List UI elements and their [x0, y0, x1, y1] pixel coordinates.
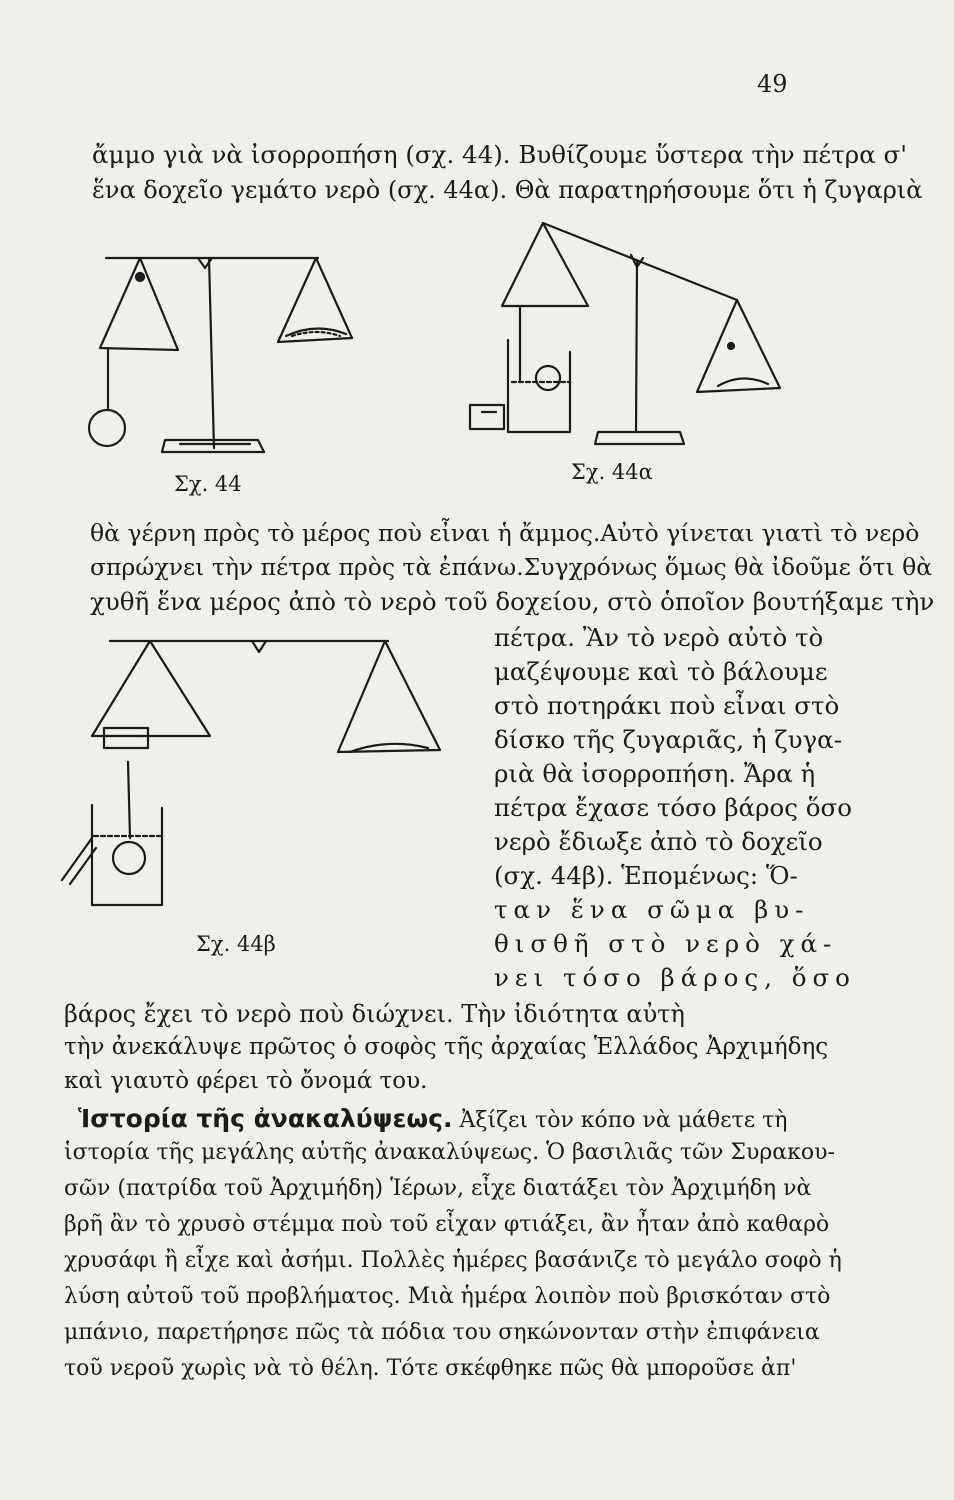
fig44b-left-pan: [92, 641, 210, 736]
fig44b-glass: [104, 728, 148, 748]
text-line: τὴν ἀνεκάλυψε πρῶτος ὁ σοφὸς τῆς ἀρχαίας Ἑλλάδος Ἀρχιμήδης: [64, 1034, 829, 1060]
figure-44b-balance-with-glass: [62, 641, 440, 905]
fig44a-base: [595, 432, 684, 444]
text-line: σῶν (πατρίδα τοῦ Ἀρχιμήδη) Ἱέρων, εἶχε διατάξει τὸν Ἀρχιμήδη νὰ: [64, 1176, 812, 1201]
text-line: θὰ γέρνη πρὸς τὸ μέρος ποὺ εἶναι ἡ ἄμμος.Αὐτὸ γίνεται γιατὶ τὸ νερὸ: [90, 519, 920, 547]
page-number: 49: [757, 70, 788, 98]
fig44-stone: [89, 410, 125, 446]
figure-44-balance-scale: [89, 258, 352, 452]
text-line: βρῆ ἂν τὸ χρυσὸ στέμμα ποὺ τοῦ εἶχαν φτιάξει, ἂν ἦταν ἀπὸ καθαρὸ: [64, 1212, 830, 1237]
text-line-spaced: ταν ἕνα σῶμα βυ-: [494, 895, 810, 924]
fig44b-container: [92, 805, 162, 905]
text-line: καὶ γιαυτὸ φέρει τὸ ὄνομά του.: [64, 1068, 428, 1094]
fig44-hook: [136, 273, 144, 281]
caption-fig44: Σχ. 44: [174, 472, 242, 496]
text-line: ἄμμο γιὰ νὰ ἰσορροπήση (σχ. 44). Βυθίζουμε ὕστερα τὴν πέτρα σ': [92, 140, 907, 169]
history-first-line-rest: Ἀξίζει τὸν κόπο νὰ μάθετε τὴ: [459, 1108, 788, 1133]
text-line: ἱστορία τῆς μεγάλης αὐτῆς ἀνακαλύψεως. Ὁ βασιλιᾶς τῶν Συρακου-: [64, 1140, 835, 1165]
caption-fig44b: Σχ. 44β: [196, 932, 276, 956]
text-line-spaced: νει τόσο βάρος, ὅσο: [494, 963, 856, 992]
fig44b-string: [128, 762, 130, 838]
text-line: πέτρα ἔχασε τόσο βάρος ὅσο: [494, 793, 852, 822]
fig44-left-pan: [100, 258, 178, 350]
fig44b-stone: [113, 842, 145, 874]
fig44a-post: [636, 262, 637, 432]
text-line: ριὰ θὰ ἰσορροπήση. Ἄρα ἡ: [494, 759, 816, 788]
caption-fig44a: Σχ. 44α: [571, 460, 653, 484]
fig44a-sand: [718, 378, 768, 386]
fig44a-stone: [536, 366, 560, 390]
fig44b-right-pan: [338, 641, 440, 752]
text-line: τοῦ νεροῦ χωρὶς νὰ τὸ θέλη. Τότε σκέφθηκε πῶς θὰ μποροῦσε ἀπ': [64, 1356, 797, 1381]
text-line: μαζέψουμε καὶ τὸ βάλουμε: [494, 657, 828, 686]
history-first-line: [78, 1106, 787, 1132]
text-line-spaced: θισθῆ στὸ νερὸ χά-: [494, 929, 838, 958]
text-line: βάρος ἔχει τὸ νερὸ ποὺ διώχνει. Τὴν ἰδιότητα αὐτὴ: [64, 1000, 685, 1028]
text-line: (σχ. 44β). Ἑπομένως: Ὅ-: [494, 861, 798, 890]
text-line: νερὸ ἔδιωξε ἀπὸ τὸ δοχεῖο: [494, 827, 823, 856]
text-line: σπρώχνει τὴν πέτρα πρὸς τὰ ἐπάνω.Συγχρόνως ὅμως θὰ ἰδοῦμε ὅτι θὰ: [90, 553, 933, 581]
fig44b-pivot: [252, 641, 266, 652]
text-line: χυθῆ ἕνα μέρος ἀπὸ τὸ νερὸ τοῦ δοχείου, στὸ ὁποῖον βουτήξαμε τὴν: [90, 587, 935, 616]
text-line: πέτρα. Ἂν τὸ νερὸ αὐτὸ τὸ: [494, 623, 824, 652]
figure-44a-tilted-scale: [470, 223, 780, 444]
section-heading: Ἱστορία τῆς ἀνακαλύψεως.: [78, 1104, 453, 1133]
fig44a-spout-glass: [470, 405, 504, 429]
fig44-post: [209, 258, 214, 448]
text-line: λύση αὐτοῦ τοῦ προβλήματος. Μιὰ ἡμέρα λοιπὸν ποὺ βρισκόταν στὸ: [64, 1284, 831, 1309]
text-line: μπάνιο, παρετήρησε πῶς τὰ πόδια του σηκώνονταν στὴν ἐπιφάνεια: [64, 1320, 820, 1345]
text-line: ἕνα δοχεῖο γεμάτο νερὸ (σχ. 44α). Θὰ παρατηρήσουμε ὅτι ἡ ζυγαριὰ: [92, 176, 923, 204]
text-line: δίσκο τῆς ζυγαριᾶς, ἡ ζυγα-: [494, 725, 842, 754]
text-line: στὸ ποτηράκι ποὺ εἶναι στὸ: [494, 691, 840, 720]
text-line: χρυσάφι ἢ εἶχε καὶ ἀσήμι. Πολλὲς ἡμέρες βασάνιζε τὸ μεγάλο σοφὸ ἡ: [64, 1248, 842, 1273]
